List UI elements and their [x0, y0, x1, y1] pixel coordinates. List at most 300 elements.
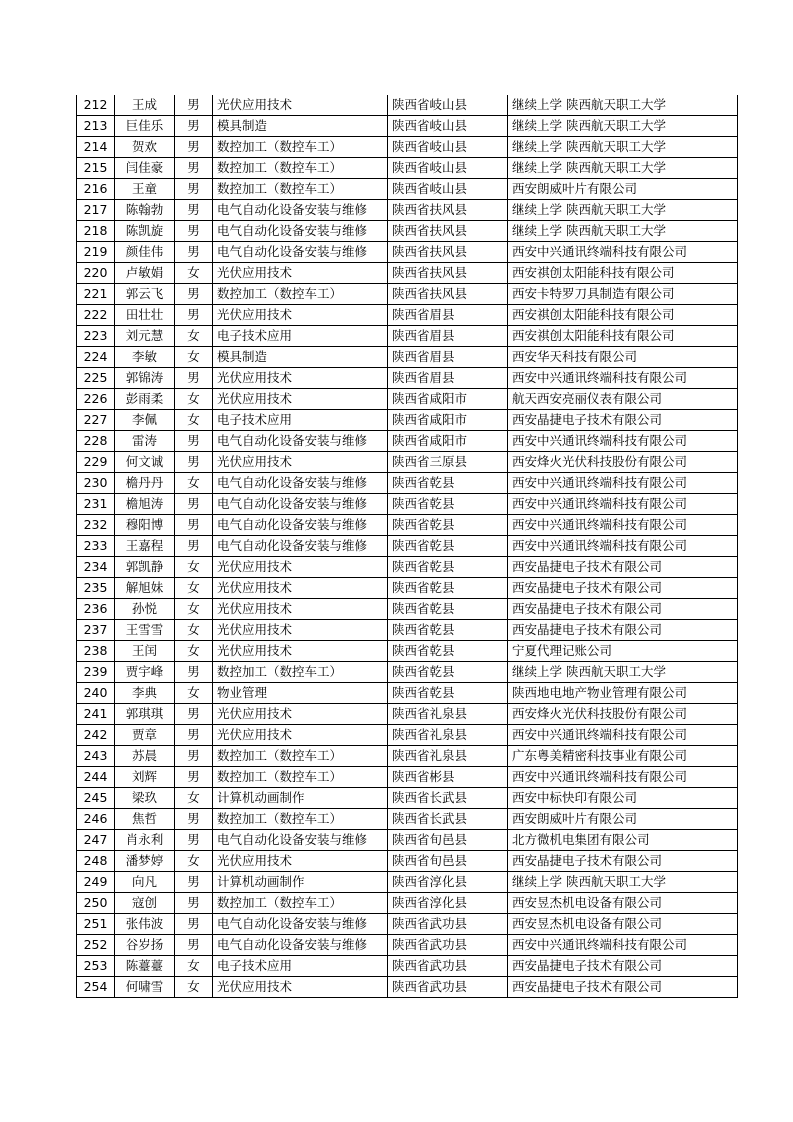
cell-origin: 陕西省武功县 [388, 914, 508, 935]
cell-number: 241 [77, 704, 115, 725]
cell-number: 220 [77, 263, 115, 284]
cell-gender: 女 [175, 620, 213, 641]
cell-origin: 陕西省乾县 [388, 494, 508, 515]
cell-name: 郭锦涛 [115, 368, 175, 389]
cell-destination: 西安晶捷电子技术有限公司 [508, 557, 738, 578]
cell-gender: 女 [175, 599, 213, 620]
cell-major: 数控加工（数控车工） [213, 179, 388, 200]
cell-gender: 女 [175, 263, 213, 284]
cell-major: 光伏应用技术 [213, 704, 388, 725]
cell-origin: 陕西省岐山县 [388, 116, 508, 137]
cell-origin: 陕西省乾县 [388, 557, 508, 578]
cell-origin: 陕西省眉县 [388, 326, 508, 347]
cell-number: 238 [77, 641, 115, 662]
cell-origin: 陕西省扶风县 [388, 200, 508, 221]
cell-major: 电气自动化设备安装与维修 [213, 830, 388, 851]
cell-origin: 陕西省岐山县 [388, 137, 508, 158]
cell-number: 253 [77, 956, 115, 977]
cell-name: 解旭妹 [115, 578, 175, 599]
cell-destination: 继续上学 陕西航天职工大学 [508, 116, 738, 137]
cell-name: 梁玖 [115, 788, 175, 809]
cell-major: 数控加工（数控车工） [213, 893, 388, 914]
table-row [77, 494, 738, 515]
cell-destination: 西安晶捷电子技术有限公司 [508, 851, 738, 872]
cell-gender: 女 [175, 557, 213, 578]
cell-gender: 男 [175, 452, 213, 473]
cell-gender: 男 [175, 158, 213, 179]
cell-destination: 西安中兴通讯终端科技有限公司 [508, 767, 738, 788]
cell-destination: 西安祺创太阳能科技有限公司 [508, 326, 738, 347]
cell-major: 光伏应用技术 [213, 977, 388, 998]
cell-destination: 继续上学 陕西航天职工大学 [508, 200, 738, 221]
cell-gender: 男 [175, 935, 213, 956]
cell-destination: 继续上学 陕西航天职工大学 [508, 872, 738, 893]
cell-destination: 继续上学 陕西航天职工大学 [508, 95, 738, 116]
cell-major: 光伏应用技术 [213, 725, 388, 746]
cell-gender: 男 [175, 368, 213, 389]
cell-major: 模具制造 [213, 347, 388, 368]
cell-major: 光伏应用技术 [213, 620, 388, 641]
cell-destination: 西安昱杰机电设备有限公司 [508, 893, 738, 914]
cell-number: 235 [77, 578, 115, 599]
cell-number: 237 [77, 620, 115, 641]
table-row [77, 326, 738, 347]
table-row [77, 515, 738, 536]
cell-gender: 男 [175, 494, 213, 515]
cell-name: 颜佳伟 [115, 242, 175, 263]
cell-name: 田壮壮 [115, 305, 175, 326]
graduate-roster-table [76, 95, 738, 998]
cell-major: 数控加工（数控车工） [213, 158, 388, 179]
cell-number: 239 [77, 662, 115, 683]
table-row [77, 200, 738, 221]
cell-number: 254 [77, 977, 115, 998]
cell-origin: 陕西省扶风县 [388, 263, 508, 284]
cell-number: 224 [77, 347, 115, 368]
cell-name: 刘元慧 [115, 326, 175, 347]
cell-gender: 男 [175, 242, 213, 263]
cell-origin: 陕西省乾县 [388, 578, 508, 599]
cell-gender: 女 [175, 473, 213, 494]
table-row [77, 935, 738, 956]
cell-major: 光伏应用技术 [213, 305, 388, 326]
table-row [77, 746, 738, 767]
cell-origin: 陕西省眉县 [388, 305, 508, 326]
cell-major: 电子技术应用 [213, 410, 388, 431]
cell-origin: 陕西省咸阳市 [388, 410, 508, 431]
roster-body [77, 95, 738, 998]
cell-number: 240 [77, 683, 115, 704]
cell-origin: 陕西省乾县 [388, 515, 508, 536]
cell-major: 电子技术应用 [213, 956, 388, 977]
cell-destination: 西安中标快印有限公司 [508, 788, 738, 809]
cell-destination: 陕西地电地产物业管理有限公司 [508, 683, 738, 704]
cell-destination: 宁夏代理记账公司 [508, 641, 738, 662]
table-row [77, 914, 738, 935]
cell-number: 229 [77, 452, 115, 473]
table-row [77, 179, 738, 200]
cell-gender: 男 [175, 536, 213, 557]
cell-origin: 陕西省乾县 [388, 662, 508, 683]
cell-destination: 西安晶捷电子技术有限公司 [508, 956, 738, 977]
cell-gender: 女 [175, 683, 213, 704]
cell-origin: 陕西省旬邑县 [388, 851, 508, 872]
cell-number: 225 [77, 368, 115, 389]
cell-gender: 女 [175, 788, 213, 809]
cell-name: 寇创 [115, 893, 175, 914]
cell-major: 光伏应用技术 [213, 641, 388, 662]
cell-major: 电气自动化设备安装与维修 [213, 935, 388, 956]
table-row [77, 788, 738, 809]
cell-major: 光伏应用技术 [213, 452, 388, 473]
cell-number: 242 [77, 725, 115, 746]
cell-major: 物业管理 [213, 683, 388, 704]
table-row [77, 431, 738, 452]
cell-gender: 男 [175, 809, 213, 830]
table-row [77, 137, 738, 158]
table-row [77, 473, 738, 494]
cell-number: 245 [77, 788, 115, 809]
cell-name: 郭琪琪 [115, 704, 175, 725]
cell-number: 221 [77, 284, 115, 305]
table-row [77, 242, 738, 263]
cell-number: 217 [77, 200, 115, 221]
table-row [77, 662, 738, 683]
cell-origin: 陕西省咸阳市 [388, 431, 508, 452]
cell-number: 218 [77, 221, 115, 242]
table-row [77, 158, 738, 179]
cell-destination: 西安朗威叶片有限公司 [508, 809, 738, 830]
cell-origin: 陕西省眉县 [388, 368, 508, 389]
cell-number: 227 [77, 410, 115, 431]
cell-number: 243 [77, 746, 115, 767]
cell-origin: 陕西省乾县 [388, 620, 508, 641]
cell-origin: 陕西省三原县 [388, 452, 508, 473]
cell-number: 232 [77, 515, 115, 536]
table-row [77, 305, 738, 326]
cell-gender: 男 [175, 725, 213, 746]
table-row [77, 830, 738, 851]
table-row [77, 767, 738, 788]
cell-number: 223 [77, 326, 115, 347]
cell-number: 234 [77, 557, 115, 578]
cell-origin: 陕西省乾县 [388, 473, 508, 494]
cell-origin: 陕西省岐山县 [388, 95, 508, 116]
cell-gender: 女 [175, 977, 213, 998]
cell-gender: 女 [175, 410, 213, 431]
cell-number: 212 [77, 95, 115, 116]
cell-name: 贾章 [115, 725, 175, 746]
cell-origin: 陕西省礼泉县 [388, 704, 508, 725]
cell-number: 214 [77, 137, 115, 158]
cell-gender: 男 [175, 305, 213, 326]
cell-major: 数控加工（数控车工） [213, 809, 388, 830]
cell-origin: 陕西省乾县 [388, 599, 508, 620]
cell-name: 苏晨 [115, 746, 175, 767]
cell-number: 252 [77, 935, 115, 956]
cell-major: 光伏应用技术 [213, 557, 388, 578]
cell-destination: 西安朗威叶片有限公司 [508, 179, 738, 200]
cell-name: 陈翰勃 [115, 200, 175, 221]
cell-major: 电气自动化设备安装与维修 [213, 431, 388, 452]
cell-major: 电气自动化设备安装与维修 [213, 221, 388, 242]
cell-destination: 西安中兴通讯终端科技有限公司 [508, 242, 738, 263]
cell-number: 251 [77, 914, 115, 935]
cell-name: 潘梦婷 [115, 851, 175, 872]
cell-name: 郭凯静 [115, 557, 175, 578]
cell-destination: 西安烽火光伏科技股份有限公司 [508, 704, 738, 725]
cell-gender: 男 [175, 704, 213, 725]
cell-origin: 陕西省礼泉县 [388, 725, 508, 746]
cell-destination: 西安中兴通讯终端科技有限公司 [508, 431, 738, 452]
cell-origin: 陕西省乾县 [388, 641, 508, 662]
cell-destination: 西安华天科技有限公司 [508, 347, 738, 368]
cell-origin: 陕西省咸阳市 [388, 389, 508, 410]
cell-gender: 女 [175, 578, 213, 599]
cell-major: 电气自动化设备安装与维修 [213, 515, 388, 536]
cell-origin: 陕西省乾县 [388, 536, 508, 557]
cell-destination: 北方微机电集团有限公司 [508, 830, 738, 851]
cell-name: 巨佳乐 [115, 116, 175, 137]
cell-major: 计算机动画制作 [213, 872, 388, 893]
cell-destination: 继续上学 陕西航天职工大学 [508, 137, 738, 158]
cell-major: 电气自动化设备安装与维修 [213, 494, 388, 515]
cell-destination: 西安祺创太阳能科技有限公司 [508, 305, 738, 326]
cell-gender: 男 [175, 746, 213, 767]
cell-major: 数控加工（数控车工） [213, 284, 388, 305]
cell-number: 250 [77, 893, 115, 914]
table-row [77, 116, 738, 137]
cell-number: 228 [77, 431, 115, 452]
table-row [77, 389, 738, 410]
cell-origin: 陕西省礼泉县 [388, 746, 508, 767]
cell-name: 焦哲 [115, 809, 175, 830]
cell-destination: 西安中兴通讯终端科技有限公司 [508, 725, 738, 746]
cell-gender: 男 [175, 95, 213, 116]
table-row [77, 872, 738, 893]
cell-major: 电气自动化设备安装与维修 [213, 242, 388, 263]
cell-name: 贺欢 [115, 137, 175, 158]
cell-gender: 男 [175, 179, 213, 200]
table-row [77, 263, 738, 284]
cell-origin: 陕西省岐山县 [388, 158, 508, 179]
cell-name: 孙悦 [115, 599, 175, 620]
cell-name: 陈凯旋 [115, 221, 175, 242]
cell-destination: 继续上学 陕西航天职工大学 [508, 158, 738, 179]
cell-origin: 陕西省淳化县 [388, 893, 508, 914]
cell-destination: 西安中兴通讯终端科技有限公司 [508, 935, 738, 956]
cell-name: 王闰 [115, 641, 175, 662]
cell-name: 闫佳豪 [115, 158, 175, 179]
cell-major: 光伏应用技术 [213, 263, 388, 284]
cell-origin: 陕西省长武县 [388, 809, 508, 830]
cell-gender: 男 [175, 893, 213, 914]
cell-major: 光伏应用技术 [213, 599, 388, 620]
cell-gender: 女 [175, 956, 213, 977]
cell-destination: 西安晶捷电子技术有限公司 [508, 977, 738, 998]
cell-major: 光伏应用技术 [213, 389, 388, 410]
cell-major: 数控加工（数控车工） [213, 662, 388, 683]
table-row [77, 557, 738, 578]
cell-number: 236 [77, 599, 115, 620]
cell-major: 数控加工（数控车工） [213, 137, 388, 158]
cell-number: 249 [77, 872, 115, 893]
cell-name: 王嘉程 [115, 536, 175, 557]
cell-name: 穆阳博 [115, 515, 175, 536]
cell-gender: 男 [175, 284, 213, 305]
cell-gender: 男 [175, 431, 213, 452]
cell-origin: 陕西省长武县 [388, 788, 508, 809]
cell-gender: 女 [175, 851, 213, 872]
cell-major: 光伏应用技术 [213, 851, 388, 872]
cell-origin: 陕西省眉县 [388, 347, 508, 368]
table-row [77, 809, 738, 830]
cell-origin: 陕西省彬县 [388, 767, 508, 788]
cell-major: 电气自动化设备安装与维修 [213, 914, 388, 935]
table-row [77, 893, 738, 914]
cell-destination: 继续上学 陕西航天职工大学 [508, 221, 738, 242]
cell-major: 数控加工（数控车工） [213, 746, 388, 767]
table-row [77, 221, 738, 242]
cell-origin: 陕西省武功县 [388, 977, 508, 998]
cell-destination: 西安晶捷电子技术有限公司 [508, 578, 738, 599]
cell-origin: 陕西省乾县 [388, 683, 508, 704]
cell-number: 230 [77, 473, 115, 494]
cell-name: 谷岁扬 [115, 935, 175, 956]
cell-major: 电气自动化设备安装与维修 [213, 200, 388, 221]
table-row [77, 368, 738, 389]
cell-name: 李典 [115, 683, 175, 704]
cell-major: 光伏应用技术 [213, 95, 388, 116]
cell-number: 231 [77, 494, 115, 515]
cell-destination: 西安中兴通讯终端科技有限公司 [508, 494, 738, 515]
cell-name: 陈薹薹 [115, 956, 175, 977]
cell-destination: 西安中兴通讯终端科技有限公司 [508, 536, 738, 557]
cell-gender: 男 [175, 137, 213, 158]
cell-name: 王成 [115, 95, 175, 116]
table-row [77, 956, 738, 977]
cell-name: 檐丹丹 [115, 473, 175, 494]
cell-gender: 男 [175, 662, 213, 683]
cell-origin: 陕西省岐山县 [388, 179, 508, 200]
cell-number: 213 [77, 116, 115, 137]
cell-gender: 男 [175, 200, 213, 221]
cell-number: 215 [77, 158, 115, 179]
cell-number: 246 [77, 809, 115, 830]
cell-name: 何文诚 [115, 452, 175, 473]
cell-number: 216 [77, 179, 115, 200]
cell-name: 郭云飞 [115, 284, 175, 305]
cell-number: 248 [77, 851, 115, 872]
cell-destination: 西安烽火光伏科技股份有限公司 [508, 452, 738, 473]
cell-gender: 男 [175, 116, 213, 137]
cell-destination: 西安中兴通讯终端科技有限公司 [508, 368, 738, 389]
cell-number: 233 [77, 536, 115, 557]
cell-destination: 西安卡特罗刀具制造有限公司 [508, 284, 738, 305]
cell-number: 244 [77, 767, 115, 788]
cell-name: 王雪雪 [115, 620, 175, 641]
table-row [77, 578, 738, 599]
table-row [77, 410, 738, 431]
cell-major: 光伏应用技术 [213, 368, 388, 389]
table-row [77, 284, 738, 305]
table-row [77, 452, 738, 473]
table-row [77, 620, 738, 641]
cell-number: 222 [77, 305, 115, 326]
cell-gender: 女 [175, 641, 213, 662]
cell-name: 何啸雪 [115, 977, 175, 998]
cell-origin: 陕西省武功县 [388, 935, 508, 956]
cell-origin: 陕西省旬邑县 [388, 830, 508, 851]
cell-destination: 西安中兴通讯终端科技有限公司 [508, 473, 738, 494]
cell-gender: 女 [175, 389, 213, 410]
cell-name: 彭雨柔 [115, 389, 175, 410]
cell-name: 刘辉 [115, 767, 175, 788]
cell-destination: 航天西安亮丽仪表有限公司 [508, 389, 738, 410]
cell-gender: 男 [175, 914, 213, 935]
cell-name: 檐旭涛 [115, 494, 175, 515]
cell-name: 王童 [115, 179, 175, 200]
cell-destination: 广东粤美精密科技事业有限公司 [508, 746, 738, 767]
cell-name: 卢敏娟 [115, 263, 175, 284]
cell-gender: 女 [175, 347, 213, 368]
cell-destination: 西安晶捷电子技术有限公司 [508, 599, 738, 620]
cell-destination: 西安中兴通讯终端科技有限公司 [508, 515, 738, 536]
table-row [77, 347, 738, 368]
table-row [77, 95, 738, 116]
cell-gender: 男 [175, 767, 213, 788]
table-row [77, 536, 738, 557]
table-row [77, 683, 738, 704]
cell-major: 计算机动画制作 [213, 788, 388, 809]
cell-destination: 西安晶捷电子技术有限公司 [508, 410, 738, 431]
table-row [77, 641, 738, 662]
cell-name: 向凡 [115, 872, 175, 893]
cell-destination: 西安祺创太阳能科技有限公司 [508, 263, 738, 284]
cell-number: 226 [77, 389, 115, 410]
cell-major: 电气自动化设备安装与维修 [213, 536, 388, 557]
table-row [77, 977, 738, 998]
cell-gender: 男 [175, 221, 213, 242]
cell-major: 光伏应用技术 [213, 578, 388, 599]
cell-name: 李敏 [115, 347, 175, 368]
cell-origin: 陕西省武功县 [388, 956, 508, 977]
table-row [77, 599, 738, 620]
cell-number: 247 [77, 830, 115, 851]
cell-name: 张伟波 [115, 914, 175, 935]
cell-origin: 陕西省扶风县 [388, 284, 508, 305]
cell-major: 电子技术应用 [213, 326, 388, 347]
cell-origin: 陕西省扶风县 [388, 242, 508, 263]
cell-gender: 男 [175, 515, 213, 536]
table-row [77, 704, 738, 725]
table-row [77, 725, 738, 746]
cell-major: 数控加工（数控车工） [213, 767, 388, 788]
cell-number: 219 [77, 242, 115, 263]
cell-destination: 继续上学 陕西航天职工大学 [508, 662, 738, 683]
cell-origin: 陕西省扶风县 [388, 221, 508, 242]
cell-name: 李佩 [115, 410, 175, 431]
cell-gender: 女 [175, 326, 213, 347]
cell-name: 肖永利 [115, 830, 175, 851]
cell-destination: 西安晶捷电子技术有限公司 [508, 620, 738, 641]
cell-gender: 男 [175, 830, 213, 851]
cell-origin: 陕西省淳化县 [388, 872, 508, 893]
cell-major: 模具制造 [213, 116, 388, 137]
cell-major: 电气自动化设备安装与维修 [213, 473, 388, 494]
table-row [77, 851, 738, 872]
cell-name: 贾宇峰 [115, 662, 175, 683]
